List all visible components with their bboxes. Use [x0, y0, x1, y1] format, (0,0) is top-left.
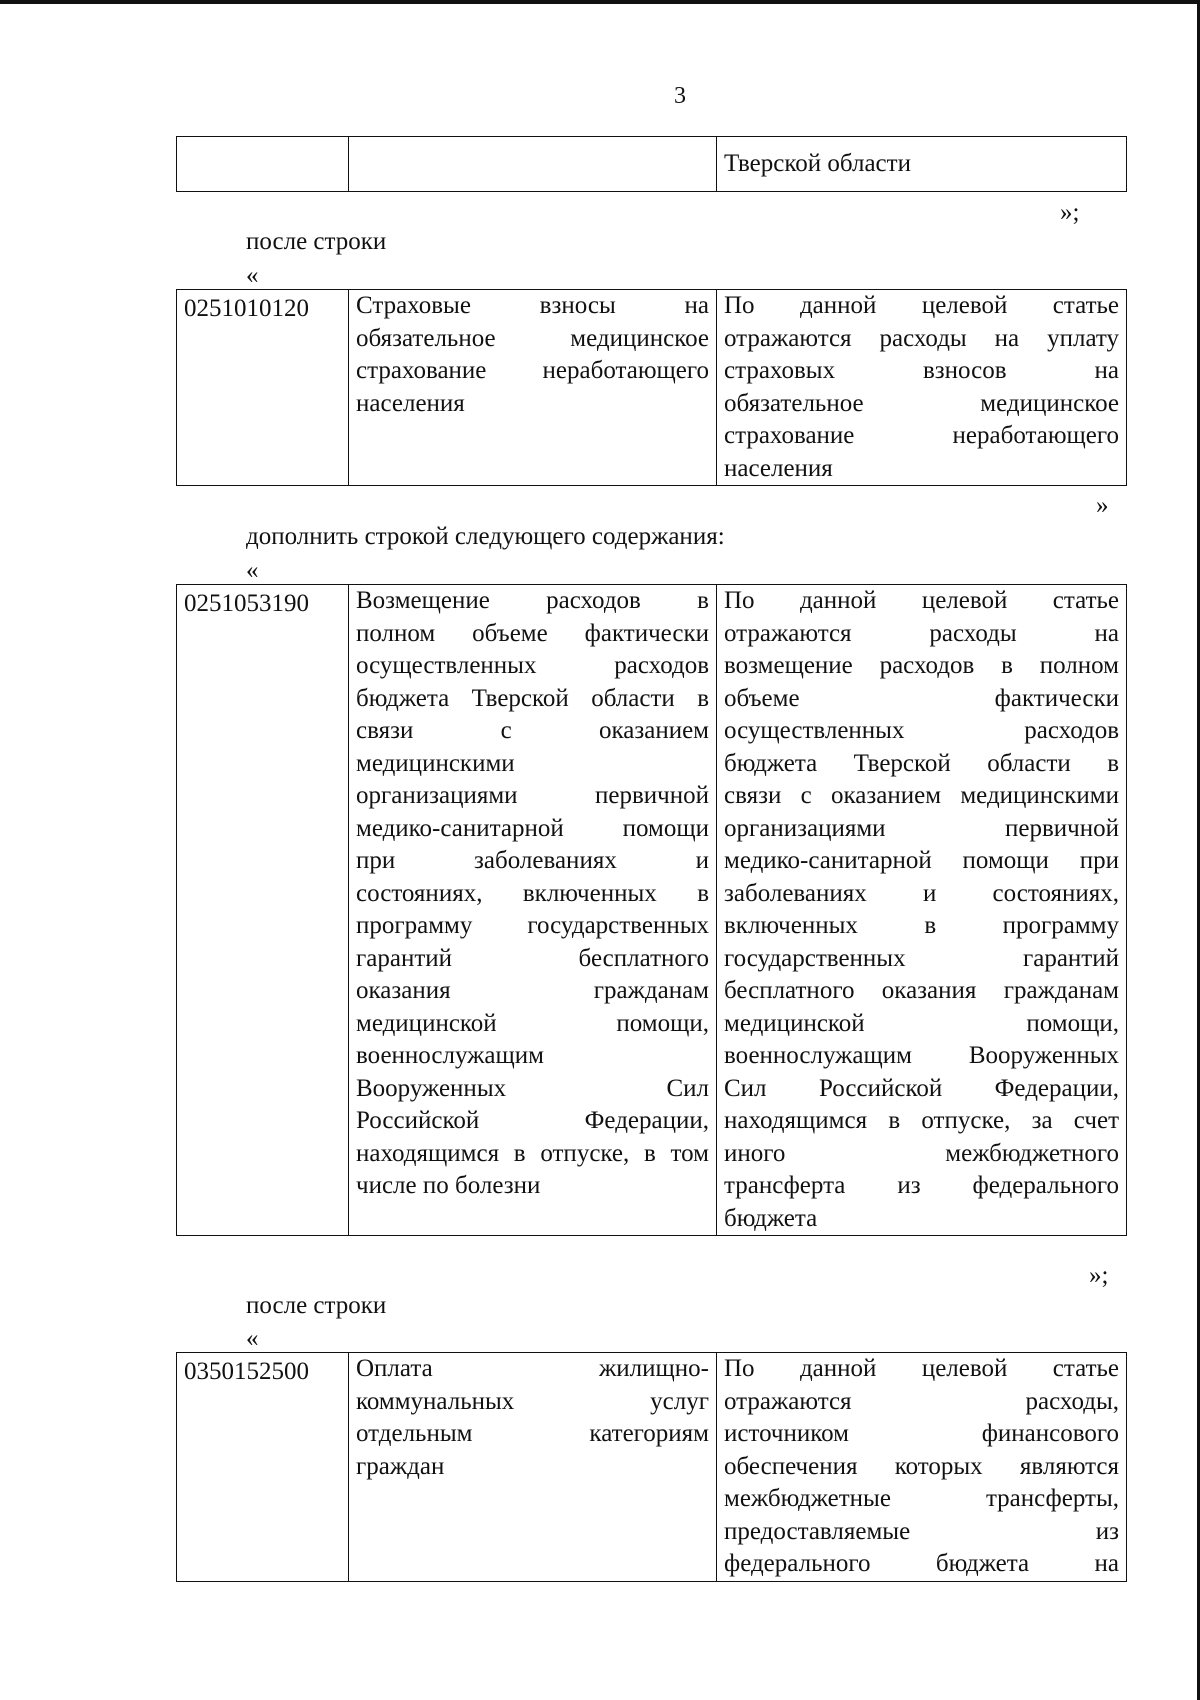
text-line: бюджета Тверской области в	[724, 749, 1119, 777]
table-new-row	[176, 584, 1127, 1236]
cell-description	[717, 290, 1127, 486]
cell-code: 0251010120	[177, 290, 349, 486]
text-line: бесплатного оказания гражданам	[724, 977, 1119, 1004]
closing-quote: »	[1096, 492, 1109, 519]
cell-name	[349, 137, 717, 192]
table-continuation	[176, 136, 1127, 192]
text-line: отражаются расходы на	[724, 619, 1119, 647]
text-line: военнослужащим	[356, 1042, 544, 1069]
text-line: медицинскими	[356, 749, 515, 777]
text-line: осуществленных расходов	[356, 652, 709, 679]
text-line: Возмещение расходов в	[356, 587, 709, 614]
cell-code: 0350152500	[177, 1353, 349, 1582]
text-line: страховых взносов на	[724, 357, 1119, 384]
text-line: полном объеме фактически	[356, 619, 709, 647]
text-line: находящимся в отпуске, в том	[356, 1139, 709, 1167]
text-line: заболеваниях и состояниях,	[724, 879, 1119, 907]
text-line: связи с оказанием	[356, 717, 709, 744]
opening-quote: «	[246, 1325, 259, 1352]
closing-quote: »;	[1089, 1262, 1109, 1289]
text-line: бюджета	[724, 1204, 818, 1232]
opening-quote: «	[246, 557, 259, 584]
text-line: при заболеваниях и	[356, 847, 709, 874]
text-line: возмещение расходов в полном	[724, 652, 1119, 679]
text-line: медицинской помощи,	[356, 1009, 709, 1037]
text-line: медико-санитарной помощи при	[724, 847, 1119, 874]
page-edge-top	[0, 0, 1200, 4]
text-line: отражаются расходы на уплату	[724, 324, 1119, 352]
text-line: предоставляемые из	[724, 1517, 1119, 1545]
text-line: Оплата жилищно-	[356, 1355, 709, 1382]
table-target-row-2	[176, 1352, 1127, 1582]
opening-quote: «	[246, 262, 259, 289]
text-line: Страховые взносы на	[356, 292, 709, 319]
text-line: трансферта из федерального	[724, 1172, 1119, 1199]
text-line: связи с оказанием медицинскими	[724, 782, 1119, 809]
text-line: организациями первичной	[724, 814, 1119, 842]
text-line: коммунальных услуг	[356, 1387, 709, 1415]
instruction-text: дополнить строкой следующего содержания:	[246, 523, 725, 550]
text-line: находящимся в отпуске, за счет	[724, 1107, 1119, 1134]
cell-code: 0251053190	[177, 585, 349, 1236]
text-line: По данной целевой статье	[724, 292, 1119, 319]
cell-name	[349, 1353, 717, 1582]
cell-description	[717, 585, 1127, 1236]
text-line: объеме фактически	[724, 684, 1119, 712]
text-line: Сил Российской Федерации,	[724, 1074, 1119, 1102]
instruction-text: после строки	[246, 228, 387, 255]
text-line: обязательное медицинское	[356, 324, 709, 352]
page-number: 3	[674, 83, 686, 109]
text-line: бюджета Тверской области в	[356, 684, 709, 712]
text-line: граждан	[356, 1452, 445, 1480]
text-line: медико-санитарной помощи	[356, 814, 709, 842]
table-row	[177, 1353, 1127, 1582]
text-line: страхование неработающего	[724, 422, 1119, 449]
text-line: межбюджетные трансферты,	[724, 1485, 1119, 1512]
text-line: оказания гражданам	[356, 977, 709, 1004]
text-line: включенных в программу	[724, 912, 1119, 939]
text-line: обязательное медицинское	[724, 389, 1119, 417]
closing-quote: »;	[1060, 199, 1080, 226]
text-line: осуществленных расходов	[724, 717, 1119, 744]
text-line: федерального бюджета на	[724, 1550, 1119, 1577]
text-line: Российской Федерации,	[356, 1107, 709, 1134]
table-row	[177, 585, 1127, 1236]
text-line: По данной целевой статье	[724, 1355, 1119, 1382]
text-line: иного межбюджетного	[724, 1139, 1119, 1167]
text-line: отдельным категориям	[356, 1420, 709, 1447]
text-line: населения	[724, 454, 833, 482]
text-line: гарантий бесплатного	[356, 944, 709, 972]
cell-name	[349, 290, 717, 486]
table-row	[177, 137, 1127, 192]
text-line: военнослужащим Вооруженных	[724, 1042, 1119, 1069]
table-target-row-1	[176, 289, 1127, 486]
instruction-text: после строки	[246, 1292, 387, 1319]
text-line: медицинской помощи,	[724, 1009, 1119, 1037]
text-line: По данной целевой статье	[724, 587, 1119, 614]
text-line: программу государственных	[356, 912, 709, 939]
text-line: состояниях, включенных в	[356, 879, 709, 907]
text-line: организациями первичной	[356, 782, 709, 809]
text-line: обеспечения которых являются	[724, 1452, 1119, 1480]
cell-description	[717, 1353, 1127, 1582]
text-line: государственных гарантий	[724, 944, 1119, 972]
cell-description: Тверской области	[717, 137, 1127, 192]
cell-name	[349, 585, 717, 1236]
text-line: населения	[356, 389, 465, 417]
text-line: отражаются расходы,	[724, 1387, 1119, 1415]
cell-code	[177, 137, 349, 192]
text-line: числе по болезни	[356, 1172, 541, 1199]
text-line: Вооруженных Сил	[356, 1074, 709, 1102]
text-line: страхование неработающего	[356, 357, 709, 384]
table-row	[177, 290, 1127, 486]
text-line: источником финансового	[724, 1420, 1119, 1447]
